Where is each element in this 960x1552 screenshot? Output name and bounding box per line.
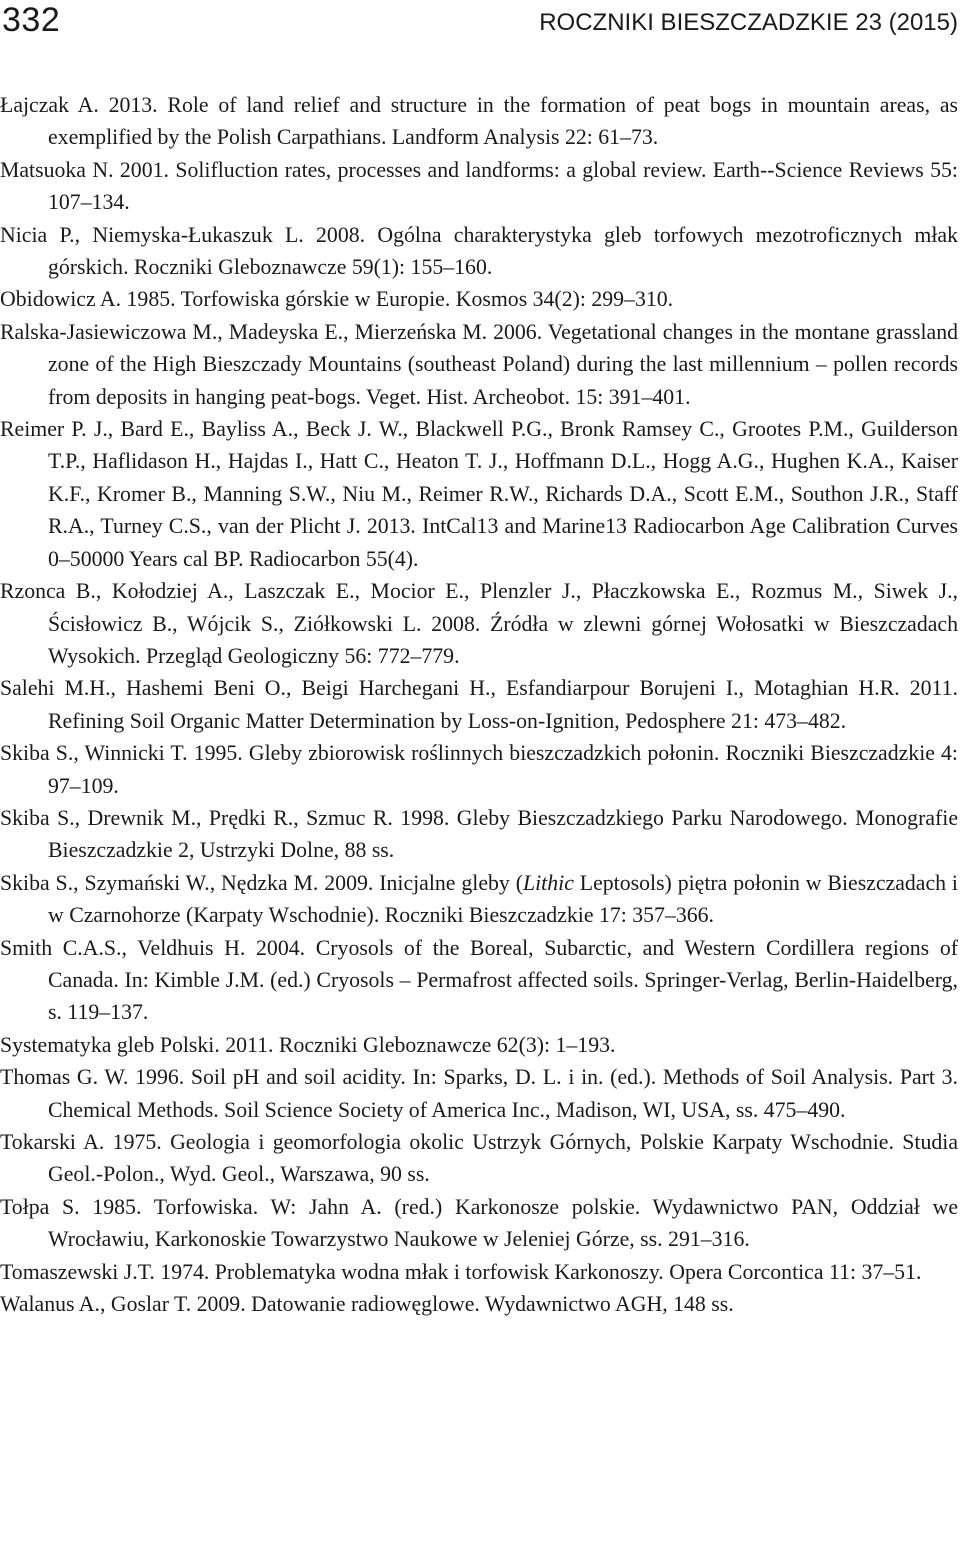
reference-text: Leptosols) piętra połonin w Bieszczadach i w Czarnohorze (Karpaty Wschodnie). Roczniki Bieszczadzkie 17: 357–366. — [48, 870, 958, 928]
reference-entry: Matsuoka N. 2001. Solifluction rates, processes and landforms: a global review. Earth--Science Reviews 55: 107–134. — [0, 157, 958, 215]
reference-entry: Reimer P. J., Bard E., Bayliss A., Beck J. W., Blackwell P.G., Bronk Ramsey C., Grootes P.M., Guilderson T.P., Haflidason H., Hajdas I., Hatt C., Heaton T. J., Hoffmann D.L., Hogg A.G., Hughen K.A., Kaiser K.F., Kromer B., Manning S.W., Niu M., Reimer R.W., Richards D.A., Scott E.M., Southon J.R., Staff R.A., Turney C.S., van der Plicht J. 2013. IntCal13 and Marine13 Radiocarbon Age Calibration Curves 0–50000 Years cal BP. Radiocarbon 55(4). — [0, 417, 958, 571]
reference-entry: Smith C.A.S., Veldhuis H. 2004. Cryosols of the Boreal, Subarctic, and Western Cordillera regions of Canada. In: Kimble J.M. (ed.) Cryosols – Permafrost affected soils. Springer-Verlag, Berlin-Haidelberg, s. 119–137. — [0, 935, 958, 1025]
reference-entry: Ralska-Jasiewiczowa M., Madeyska E., Mierzeńska M. 2006. Vegetational changes in the montane grassland zone of the High Bieszczady Mountains (southeast Poland) during the last millennium – pollen records from deposits in hanging peat-bogs. Veget. Hist. Archeobot. 15: 391–401. — [0, 319, 958, 409]
reference-entry: Salehi M.H., Hashemi Beni O., Beigi Harchegani H., Esfandiarpour Borujeni I., Motaghian H.R. 2011. Refining Soil Organic Matter Determination by Loss-on-Ignition, Pedosphere 21: 473–482. — [0, 676, 958, 733]
reference-entry: Systematyka gleb Polski. 2011. Roczniki Gleboznawcze 62(3): 1–193. — [0, 1032, 616, 1057]
reference-entry: Łajczak A. 2013. Role of land relief and structure in the formation of peat bogs in mountain areas, as exemplified by the Polish Carpathians. Landform Analysis 22: 61–73. — [0, 93, 958, 150]
journal-title: ROCZNIKI BIESZCZADZKIE 23 (2015) — [539, 9, 958, 36]
reference-entry: Tokarski A. 1975. Geologia i geomorfologia okolic Ustrzyk Górnych, Polskie Karpaty Wschodnie. Studia Geol.-Polon., Wyd. Geol., Warszawa, 90 ss. — [0, 1130, 958, 1187]
reference-entry: Obidowicz A. 1985. Torfowiska górskie w Europie. Kosmos 34(2): 299–310. — [0, 287, 674, 312]
reference-entry: Tomaszewski J.T. 1974. Problematyka wodna młak i torfowisk Karkonoszy. Opera Corcontica 11: 37–51. — [0, 1259, 922, 1284]
reference-entry: Skiba S., Winnicki T. 1995. Gleby zbiorowisk roślinnych bieszczadzkich połonin. Roczniki Bieszczadzkie 4: 97–109. — [0, 741, 958, 798]
reference-entry: Skiba S., Drewnik M., Prędki R., Szmuc R. 1998. Gleby Bieszczadzkiego Parku Narodowego. Monografie Bieszczadzkie 2, Ustrzyki Dolne, 88 ss. — [0, 805, 958, 863]
reference-entry: Tołpa S. 1985. Torfowiska. W: Jahn A. (red.) Karkonosze polskie. Wydawnictwo PAN, Oddział we Wrocławiu, Karkonoskie Towarzystwo Naukowe w Jeleniej Górze, ss. 291–316. — [0, 1194, 958, 1252]
reference-list — [0, 89, 958, 1320]
reference-text: Skiba S., Szymański W., Nędzka M. 2009. Inicjalne gleby ( — [0, 870, 523, 895]
reference-entry — [0, 867, 958, 932]
page-number: 332 — [2, 1, 61, 39]
reference-entry: Rzonca B., Kołodziej A., Laszczak E., Mocior E., Plenzler J., Płaczkowska E., Rozmus M., Siwek J., Ścisłowicz B., Wójcik S., Ziółkowski L. 2008. Źródła w zlewni górnej Wołosatki w Bieszczadach Wysokich. Przegląd Geologiczny 56: 772–779. — [0, 579, 958, 668]
reference-entry: Nicia P., Niemyska-Łukaszuk L. 2008. Ogólna charakterystyka gleb torfowych mezotroficznych młak górskich. Roczniki Gleboznawcze 59(1): 155–160. — [0, 222, 958, 280]
reference-italic-term: Lithic — [523, 870, 574, 895]
reference-entry: Thomas G. W. 1996. Soil pH and soil acidity. In: Sparks, D. L. i in. (ed.). Methods of Soil Analysis. Part 3. Chemical Methods. Soil Science Society of America Inc., Madison, WI, USA, ss. 475–490. — [0, 1065, 958, 1122]
reference-entry: Walanus A., Goslar T. 2009. Datowanie radiowęglowe. Wydawnictwo AGH, 148 ss. — [0, 1292, 734, 1317]
running-header — [0, 0, 960, 44]
